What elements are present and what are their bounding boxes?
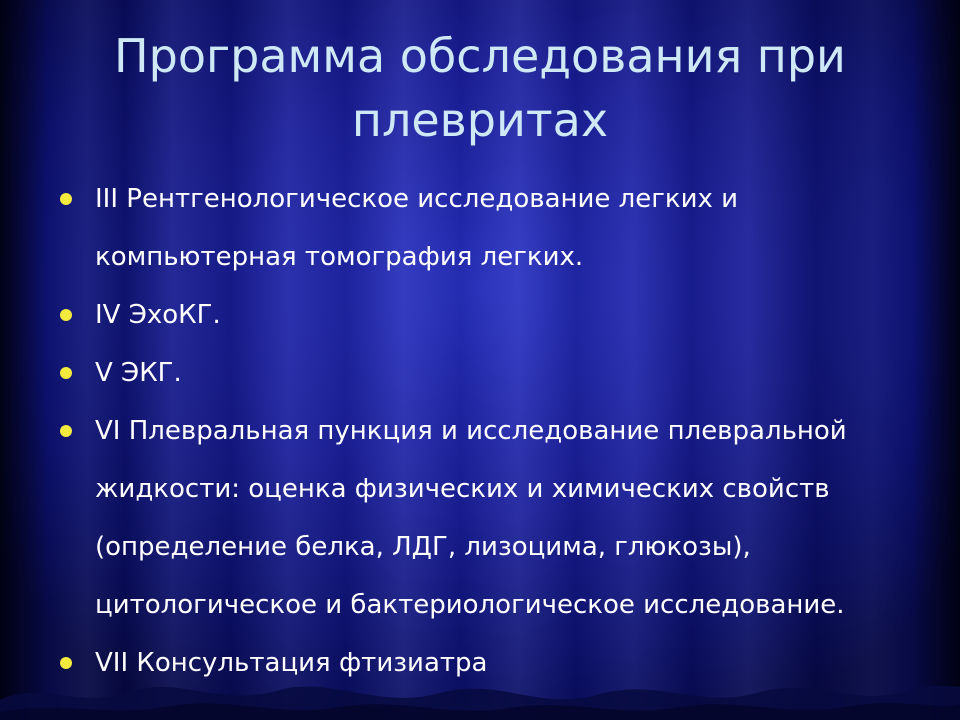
bullet-text: V ЭКГ. (95, 358, 182, 388)
bullet-text: III Рентгенологическое исследование легких и компьютерная томография легких. (95, 184, 739, 272)
bullet-item-pleural-puncture (60, 402, 920, 634)
bullet-dot-icon (60, 309, 72, 321)
bullet-dot-icon (60, 193, 72, 205)
bullet-item-phthisiatrician (60, 634, 920, 692)
bullet-text: IV ЭхоКГ. (95, 300, 221, 330)
bullet-item-ecg (60, 344, 920, 402)
bullet-item-echocg (60, 286, 920, 344)
bullet-dot-icon (60, 425, 72, 437)
slide-title: Программа обследования при плевритах (114, 29, 846, 147)
bullet-dot-icon (60, 367, 72, 379)
bullet-list (60, 170, 920, 692)
bullet-text: VII Консультация фтизиатра (95, 648, 488, 678)
bullet-item-xray (60, 170, 920, 286)
bullet-dot-icon (60, 657, 72, 669)
bullet-text: VI Плевральная пункция и исследование плевральной жидкости: оценка физических и химических свойств (определение белка, ЛДГ, лизоцима, глюкозы), цитологическое и бактериологическое исследование. (95, 416, 847, 620)
